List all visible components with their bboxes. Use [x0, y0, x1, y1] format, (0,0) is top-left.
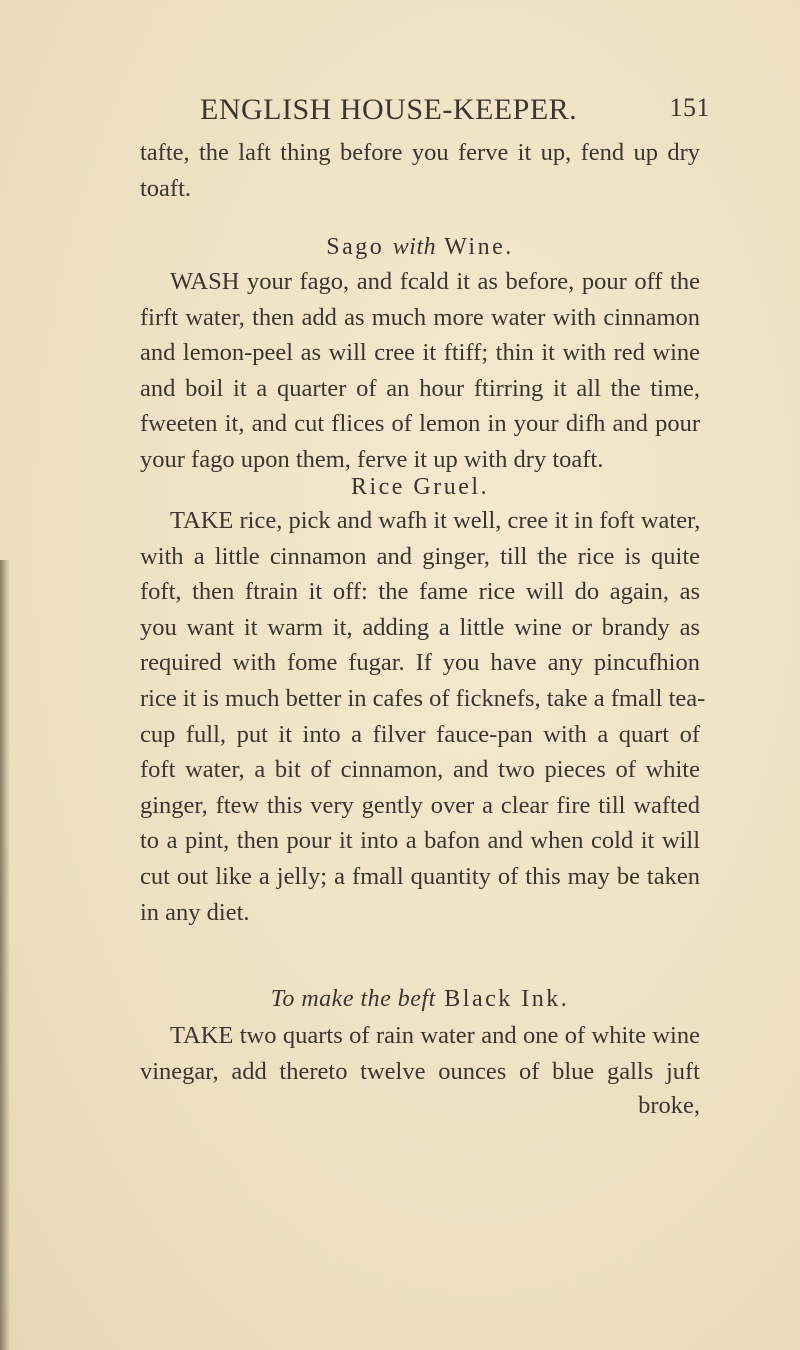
text-line: foft, then ftrain it off: the fame rice will do again, as — [140, 578, 700, 606]
text-line: you want it warm it, adding a little wine or brandy as — [140, 613, 700, 641]
heading-part: Black Ink. — [444, 986, 570, 1012]
intro-paragraph — [140, 135, 700, 206]
text-line: fweeten it, and cut flices of lemon in your difh and pour — [140, 410, 700, 438]
section-heading-rice-gruel — [140, 470, 700, 506]
text-line: ginger, ftew this very gently over a clear fire till wafted — [140, 791, 700, 819]
text-line: TAKE two quarts of rain water and one of white wine — [170, 1022, 700, 1049]
page-gutter-shadow — [0, 560, 10, 1350]
text-line: in any diet. — [140, 898, 250, 926]
text-line: cut out like a jelly; a fmall quantity of this may be taken — [140, 862, 700, 890]
text-line: vinegar, add thereto twelve ounces of blue galls juft — [140, 1057, 700, 1085]
heading-italic: To make the beft — [270, 986, 436, 1012]
ink-paragraph — [140, 1018, 700, 1089]
text-line: required with fome fugar. If you have any pincufhion — [140, 649, 700, 677]
text-line: WASH your fago, and fcald it as before, pour off the — [170, 268, 700, 295]
page-number: 151 — [669, 93, 710, 122]
text-line: and lemon-peel as will cree it ftiff; thin it with red wine — [140, 339, 700, 367]
heading-part: Wine. — [444, 234, 514, 260]
text-line: firft water, then add as much more water with cinnamon — [140, 303, 700, 331]
text-line: foft water, a bit of cinnamon, and two pieces of white — [140, 756, 700, 784]
section-heading-black-ink — [140, 982, 700, 1018]
rice-paragraph — [140, 503, 706, 930]
text-line: tafte, the laft thing before you ferve it up, fend up dry — [140, 139, 700, 166]
section-heading-sago — [140, 230, 700, 266]
running-title: ENGLISH HOUSE-KEEPER. — [200, 93, 578, 126]
text-line: rice it is much better in cafes of ficknefs, take a fmall tea- — [140, 684, 706, 712]
page-header — [200, 93, 710, 133]
text-line: with a little cinnamon and ginger, till the rice is quite — [140, 542, 700, 570]
heading-part: Sago — [326, 234, 385, 260]
text-line: cup full, put it into a filver fauce-pan with a quart of — [140, 720, 700, 748]
text-line: your fago upon them, ferve it up with dry toaft. — [140, 445, 604, 473]
sago-paragraph — [140, 264, 700, 478]
text-line: toaft. — [140, 174, 192, 202]
text-line: TAKE rice, pick and wafh it well, cree it in foft water, — [170, 507, 701, 534]
heading-italic: with — [392, 234, 437, 260]
heading-part: Rice Gruel. — [350, 474, 490, 500]
catchword: broke, — [638, 1092, 700, 1119]
text-line: and boil it a quarter of an hour ftirring it all the time, — [140, 374, 700, 402]
text-line: to a pint, then pour it into a bafon and when cold it will — [140, 827, 700, 855]
